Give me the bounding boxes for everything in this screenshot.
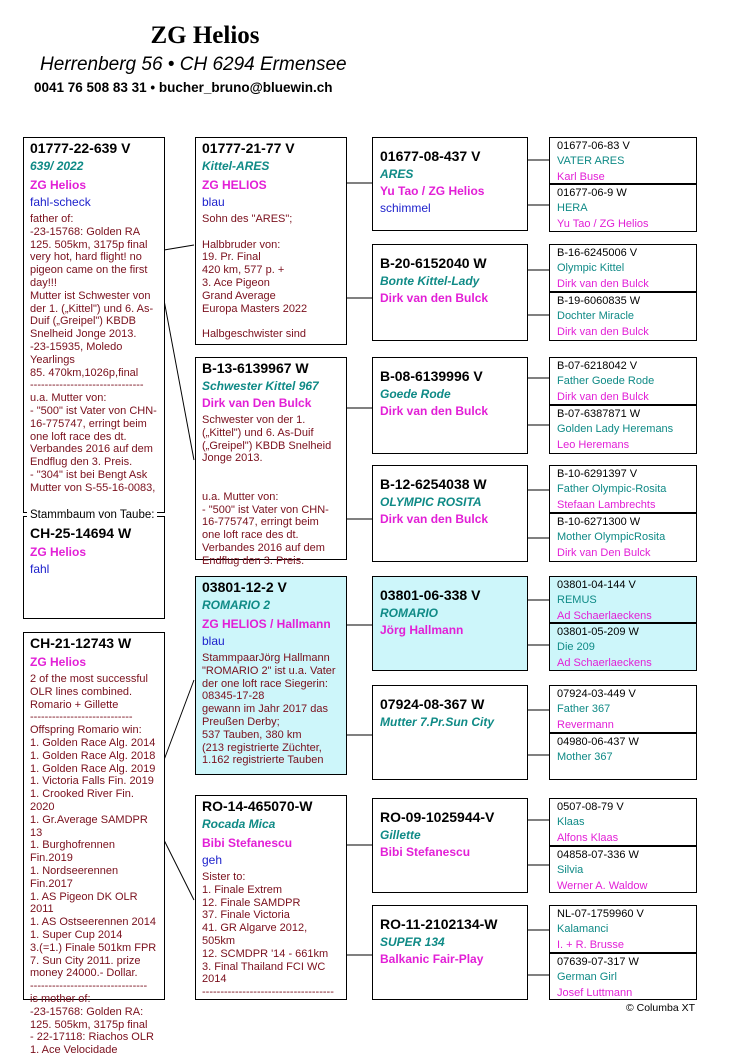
great-grandparent-owner: Dirk van den Bulck	[557, 278, 649, 290]
parent-color: geh	[202, 853, 223, 867]
great-grandparent-ring: B-07-6387871 W	[557, 408, 641, 420]
grandparent-ring: 01677-08-437 V	[380, 148, 481, 164]
grandparent-name: Mutter 7.Pr.Sun City	[380, 715, 495, 729]
grandparent-card[interactable]	[372, 576, 528, 671]
breeder-ring: CH-21-12743 W	[30, 635, 132, 651]
great-grandparent-owner: Karl Buse	[557, 171, 605, 183]
great-grandparent-owner: Ad Schaerlaeckens	[557, 657, 652, 669]
parent-note: StammpaarJörg Hallmann "ROMARIO 2" ist u.a. Vater der one loft race Siegerin: 08345-17-28 gewann im Jahr 2017 das Preußen Derby; 537 Tauben, 380 km (213 registrierte Züchter, 1.162 registrierte Tauben	[202, 652, 336, 767]
great-grandparent-owner: Werner A. Waldow	[557, 880, 648, 892]
grandparent-card[interactable]	[372, 798, 528, 893]
parent-color: blau	[202, 195, 225, 209]
great-grandparent-ring: 03801-05-209 W	[557, 626, 639, 638]
grandparent-ring: B-20-6152040 W	[380, 255, 487, 271]
great-grandparent-name: Father 367	[557, 703, 611, 715]
grandparent-owner: Jörg Hallmann	[380, 623, 464, 637]
great-grandparent-name: Olympic Kittel	[557, 262, 625, 274]
great-grandparent-owner: I. + R. Brusse	[557, 939, 624, 951]
grandparent-name: ARES	[380, 167, 414, 181]
sibling-owner: ZG Helios	[30, 545, 87, 559]
great-grandparent-ring: B-10-6291397 V	[557, 468, 638, 480]
great-grandparent-name: Kalamanci	[557, 923, 609, 935]
great-grandparent-name: German Girl	[557, 971, 617, 983]
grandparent-owner: Balkanic Fair-Play	[380, 952, 484, 966]
great-grandparent-card[interactable]	[549, 798, 697, 846]
grandparent-card[interactable]	[372, 905, 528, 1000]
great-grandparent-name: VATER ARES	[557, 155, 625, 167]
grandparent-ring: 03801-06-338 V	[380, 587, 481, 603]
grandparent-ring: RO-11-2102134-W	[380, 916, 498, 932]
parent-name: Schwester Kittel 967	[202, 379, 319, 393]
great-grandparent-card[interactable]	[549, 184, 697, 232]
great-grandparent-card[interactable]	[549, 733, 697, 780]
great-grandparent-card[interactable]	[549, 953, 697, 1000]
great-grandparent-owner: Josef Luttmann	[557, 987, 633, 999]
great-grandparent-ring: 04858-07-336 W	[557, 849, 639, 861]
great-grandparent-name: HERA	[557, 202, 588, 214]
grandparent-card[interactable]	[372, 685, 528, 780]
parent-ring: 03801-12-2 V	[202, 579, 287, 595]
parent-note: Sister to: 1. Finale Extrem 12. Finale SAMDPR 37. Finale Victoria 41. GR Algarve 2012, 505km 12. SCMDPR '14 - 661km 3. Final Thailand FCI WC 2014 ------------------------------------	[202, 871, 334, 999]
great-grandparent-name: REMUS	[557, 594, 597, 606]
parent-ring: RO-14-465070-W	[202, 798, 313, 814]
great-grandparent-card[interactable]	[549, 465, 697, 513]
parent-name: ROMARIO 2	[202, 598, 271, 612]
great-grandparent-card[interactable]	[549, 405, 697, 454]
parent-name: Rocada Mica	[202, 817, 276, 831]
breeder-address: Herrenberg 56 • CH 6294 Ermensee	[40, 54, 347, 75]
breeder-note: 2 of the most successful OLR lines combined. Romario + Gillette ---------------------------- Offspring Romario win: 1. Golden Race Alg. 2014 1. Golden Race Alg. 2018 1. Golden Race Alg. 2019 1. Victoria Falls Fin. 2019 1. Crooked River Fin. 2020 1. Gr.Average SAMDPR 13 1. Burghofrennen Fin.2019 1. Nordseerennen Fin.2017 1. AS Pigeon DK OLR 2011 1. AS Ostseerennen 2014 1. Super Cup 2014 3.(=1.) Finale 501km FPR 7. Sun City 2011. prize money 24000.- Dollar. -------------------------------- is mother of: -23-15768: Golden RA: 125. 505km, 3175p final - 22-17118: Riachos OLR 1. Ace Velocidade	[30, 673, 157, 1057]
parent-card[interactable]	[195, 795, 347, 1000]
grandparent-name: Gillette	[380, 828, 421, 842]
great-grandparent-owner: Yu Tao / ZG Helios	[557, 218, 649, 230]
great-grandparent-card[interactable]	[549, 137, 697, 184]
great-grandparent-ring: 01677-06-9 W	[557, 187, 627, 199]
parent-ring: 01777-21-77 V	[202, 140, 295, 156]
parent-owner: ZG HELIOS / Hallmann	[202, 617, 331, 631]
great-grandparent-owner: Dirk van den Bulck	[557, 326, 649, 338]
parent-ring: B-13-6139967 W	[202, 360, 309, 376]
grandparent-owner: Dirk van den Bulck	[380, 512, 489, 526]
parent-card[interactable]	[195, 576, 347, 775]
pedigree-label: Stammbaum von Taube:	[27, 509, 157, 521]
grandparent-owner: Yu Tao / ZG Helios	[380, 184, 485, 198]
grandparent-name: Goede Rode	[380, 387, 451, 401]
grandparent-owner: Dirk van den Bulck	[380, 404, 489, 418]
grandparent-card[interactable]	[372, 465, 528, 562]
great-grandparent-owner: Alfons Klaas	[557, 832, 619, 844]
grandparent-color: schimmel	[380, 201, 431, 215]
great-grandparent-name: Dochter Miracle	[557, 310, 635, 322]
parent-note: Schwester von der 1. („Kittel") und 6. As-Duif („Greipel") KBDB Snelheid Jonge 2013. u.a. Mutter von: - "500" ist Vater von CHN-16-775747, erringt beim one loft race des dt. Verbandes 2016 auf dem Endflug den 3. Preis.	[202, 414, 332, 567]
grandparent-card[interactable]	[372, 357, 528, 454]
great-grandparent-ring: 04980-06-437 W	[557, 736, 639, 748]
parent-note: Sohn des "ARES"; Halbbruder von: 19. Pr. Final 420 km, 577 p. + 3. Ace Pigeon Grand Average Europa Masters 2022 Halbgeschwister sind	[202, 213, 308, 341]
subject-name: 639/ 2022	[30, 159, 84, 173]
copyright-footer: © Columba XT	[625, 1002, 695, 1014]
great-grandparent-card[interactable]	[549, 623, 697, 671]
great-grandparent-name: Klaas	[557, 816, 585, 828]
great-grandparent-owner: Dirk van Den Bulck	[557, 547, 651, 559]
parent-owner: Dirk van Den Bulck	[202, 396, 312, 410]
subject-note: father of: -23-15768: Golden RA 125. 505km, 3175p final very hot, hard flight! no pigeon came on the first day!!! Mutter ist Schwester von der 1. („Kittel") und 6. As-Duif („Greipel") KBDB Snelheid Jonge 2013. -23-15935, Moledo Yearlings 85. 470km,1026p,final ------------------------------- u.a. Mutter von: - "500" ist Vater von CHN-16-775747, erringt beim one loft race des dt. Verbandes 2016 auf dem Endflug den 3. Preis. - "304" ist bei Bengt Ask Mutter von S-55-16-0083,	[30, 213, 157, 494]
great-grandparent-ring: B-10-6271300 W	[557, 516, 641, 528]
grandparent-ring: B-08-6139996 V	[380, 368, 483, 384]
great-grandparent-owner: Stefaan Lambrechts	[557, 499, 656, 511]
great-grandparent-name: Father Olympic-Rosita	[557, 483, 667, 495]
grandparent-ring: RO-09-1025944-V	[380, 809, 495, 825]
subject-card[interactable]	[23, 137, 165, 513]
grandparent-name: OLYMPIC ROSITA	[380, 495, 482, 509]
great-grandparent-owner: Revermann	[557, 719, 614, 731]
grandparent-card[interactable]	[372, 137, 528, 231]
great-grandparent-card[interactable]	[549, 685, 697, 733]
parent-card[interactable]	[195, 137, 347, 345]
subject-color: fahl-scheck	[30, 195, 91, 209]
great-grandparent-owner: Leo Heremans	[557, 439, 630, 451]
grandparent-ring: 07924-08-367 W	[380, 696, 485, 712]
great-grandparent-ring: B-16-6245006 V	[557, 247, 638, 259]
sibling-card[interactable]	[23, 516, 165, 619]
sibling-ring: CH-25-14694 W	[30, 525, 132, 541]
great-grandparent-ring: 03801-04-144 V	[557, 579, 636, 591]
breeder-contact: 0041 76 508 83 31 • bucher_bruno@bluewin.ch	[34, 80, 333, 95]
subject-ring: 01777-22-639 V	[30, 140, 131, 156]
parent-card[interactable]	[195, 357, 347, 567]
great-grandparent-card[interactable]	[549, 846, 697, 893]
great-grandparent-name: Golden Lady Heremans	[557, 423, 674, 435]
great-grandparent-name: Mother 367	[557, 751, 613, 763]
great-grandparent-card[interactable]	[549, 292, 697, 341]
breeder-card[interactable]	[23, 632, 165, 1057]
parent-owner: ZG HELIOS	[202, 178, 267, 192]
parent-color: blau	[202, 634, 225, 648]
grandparent-owner: Dirk van den Bulck	[380, 291, 489, 305]
great-grandparent-ring: B-07-6218042 V	[557, 360, 638, 372]
breeder-title: ZG Helios	[150, 22, 260, 49]
great-grandparent-name: Father Goede Rode	[557, 375, 655, 387]
great-grandparent-card[interactable]	[549, 576, 697, 623]
great-grandparent-name: Mother OlympicRosita	[557, 531, 666, 543]
grandparent-card[interactable]	[372, 244, 528, 341]
parent-owner: Bibi Stefanescu	[202, 836, 293, 850]
great-grandparent-ring: 07639-07-317 W	[557, 956, 639, 968]
great-grandparent-ring: 0507-08-79 V	[557, 801, 624, 813]
great-grandparent-card[interactable]	[549, 357, 697, 405]
grandparent-name: Bonte Kittel-Lady	[380, 274, 480, 288]
grandparent-name: SUPER 134	[380, 935, 445, 949]
sibling-color: fahl	[30, 562, 50, 576]
grandparent-name: ROMARIO	[380, 606, 438, 620]
great-grandparent-card[interactable]	[549, 905, 697, 953]
parent-name: Kittel-ARES	[202, 159, 270, 173]
great-grandparent-ring: NL-07-1759960 V	[557, 908, 644, 920]
great-grandparent-name: Die 209	[557, 641, 595, 653]
great-grandparent-name: Silvia	[557, 864, 584, 876]
great-grandparent-ring: 07924-03-449 V	[557, 688, 636, 700]
great-grandparent-owner: Ad Schaerlaeckens	[557, 610, 652, 622]
great-grandparent-ring: 01677-06-83 V	[557, 140, 630, 152]
grandparent-ring: B-12-6254038 W	[380, 476, 487, 492]
grandparent-owner: Bibi Stefanescu	[380, 845, 471, 859]
great-grandparent-card[interactable]	[549, 244, 697, 292]
great-grandparent-ring: B-19-6060835 W	[557, 295, 641, 307]
subject-owner: ZG Helios	[30, 178, 87, 192]
great-grandparent-card[interactable]	[549, 513, 697, 562]
breeder-owner: ZG Helios	[30, 655, 87, 669]
great-grandparent-owner: Dirk van den Bulck	[557, 391, 649, 403]
